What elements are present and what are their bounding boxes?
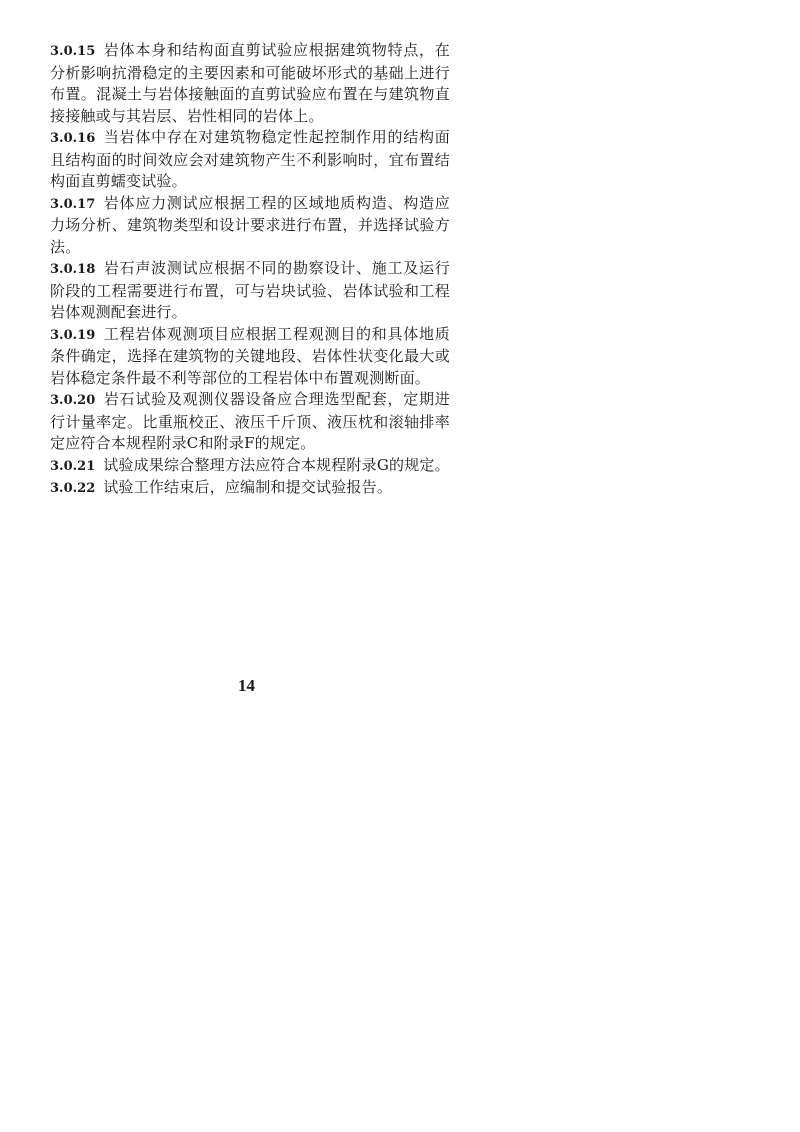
clause-text: 试验成果综合整理方法应符合本规程附录G的规定。 (103, 455, 450, 474)
clause-text: 岩石试验及观测仪器设备应合理选型配套，定期进行计量率定。比重瓶校正、液压千斤顶、液压枕和滚轴排率定应符合本规程附录C和附录F的规定。 (50, 390, 450, 452)
clause-number: 3.0.19 (50, 327, 96, 343)
clause-number: 3.0.20 (50, 393, 96, 408)
clause-number: 3.0.17 (50, 196, 96, 212)
clause-3-0-19 (50, 324, 450, 390)
clause-text: 试验工作结束后，应编制和提交试验报告。 (103, 478, 393, 496)
clause-3-0-21 (50, 455, 450, 478)
clause-text: 岩石声波测试应根据不同的勘察设计、施工及运行阶段的工程需要进行布置，可与岩块试验、岩体试验和工程岩体观测配套进行。 (50, 259, 450, 321)
clause-text: 岩体本身和结构面直剪试验应根据建筑物特点，在分析影响抗滑稳定的主要因素和可能破坏形式的基础上进行布置。混凝土与岩体接触面的直剪试验应布置在与建筑物直接接触或与其岩层、岩性相同的岩体上。 (50, 41, 450, 125)
clause-3-0-15 (50, 40, 450, 127)
clause-text: 当岩体中存在对建筑物稳定性起控制作用的结构面且结构面的时间效应会对建筑物产生不利影响时，宜布置结构面直剪蠕变试验。 (50, 128, 450, 190)
clause-number: 3.0.15 (50, 44, 96, 59)
clause-number: 3.0.21 (50, 458, 96, 474)
page-number: 14 (238, 676, 255, 695)
clause-3-0-16 (50, 127, 450, 193)
clause-3-0-22 (50, 477, 450, 500)
clause-number: 3.0.18 (50, 262, 96, 277)
clause-text: 工程岩体观测项目应根据工程观测目的和具体地质条件确定，选择在建筑物的关键地段、岩体性状变化最大或岩体稳定条件最不利等部位的工程岩体中布置观测断面。 (50, 324, 450, 387)
clause-list (50, 40, 450, 500)
clause-3-0-20 (50, 389, 450, 455)
clause-number: 3.0.16 (50, 131, 96, 146)
clause-3-0-18 (50, 258, 450, 324)
clause-text: 岩体应力测试应根据工程的区域地质构造、构造应力场分析、建筑物类型和设计要求进行布置，并选择试验方法。 (50, 193, 450, 256)
clause-3-0-17 (50, 193, 450, 259)
clause-number: 3.0.22 (50, 481, 96, 496)
